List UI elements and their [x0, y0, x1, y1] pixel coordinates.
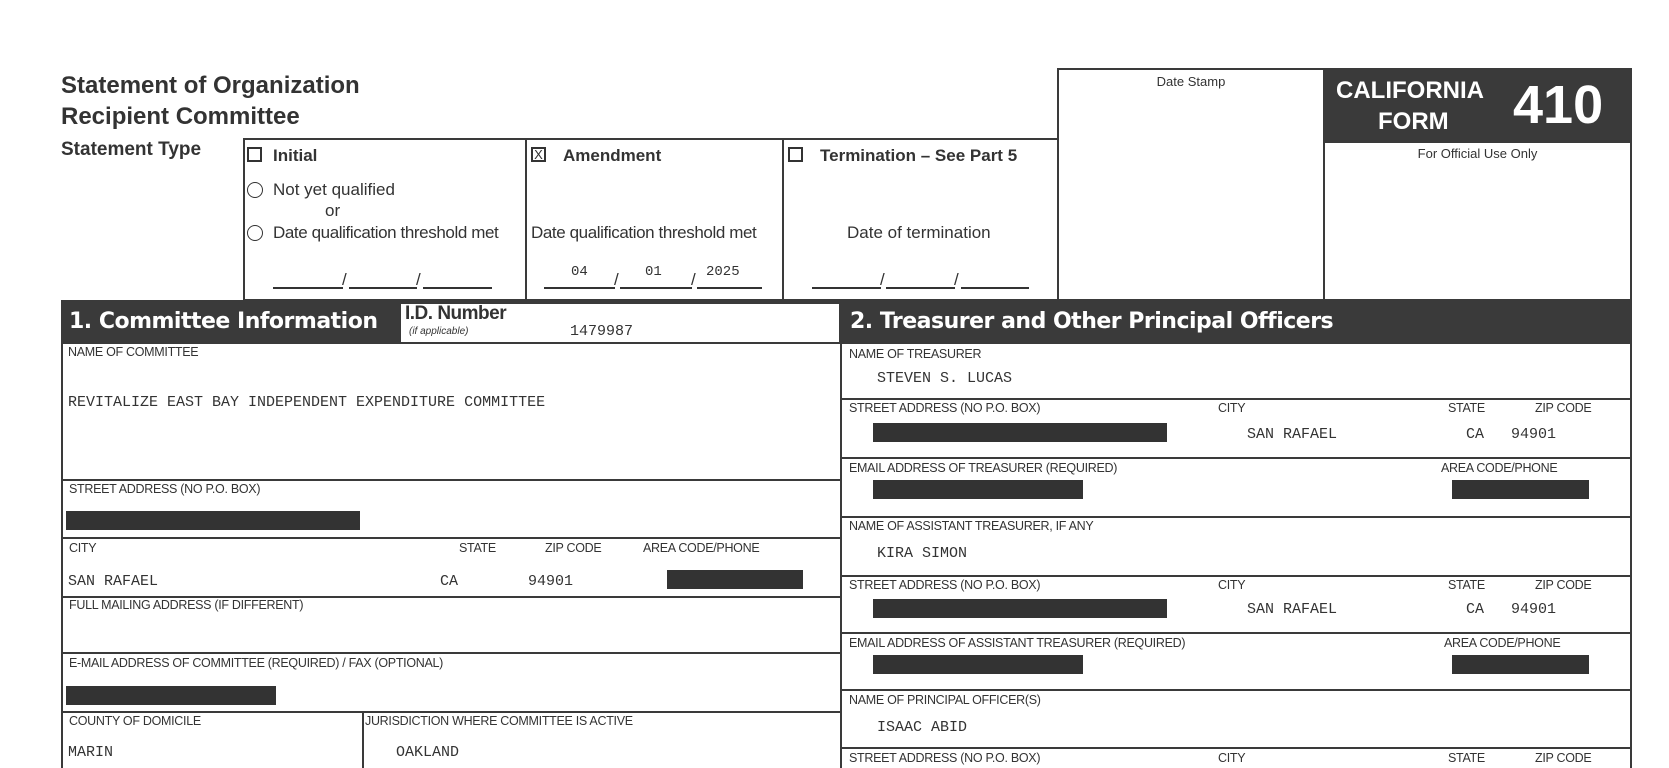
redacted-phone: [667, 570, 803, 589]
redacted-email: [873, 655, 1083, 674]
mailing-label: FULL MAILING ADDRESS (IF DIFFERENT): [69, 598, 304, 612]
initial-checkbox[interactable]: [247, 147, 262, 162]
treasurer-city[interactable]: SAN RAFAEL: [1247, 426, 1338, 443]
committee-name-value: REVITALIZE EAST BAY INDEPENDENT EXPENDITURE COMMITTEE: [68, 394, 546, 411]
or-label: or: [325, 201, 341, 220]
threshold-met-radio[interactable]: [247, 225, 263, 241]
assistant-treasurer-value: KIRA SIMON: [877, 545, 968, 562]
redacted-phone: [1452, 480, 1589, 499]
statement-type-label: Statement Type: [61, 139, 202, 160]
redacted-phone: [1452, 655, 1589, 674]
zip-label: ZIP CODE: [545, 541, 602, 555]
id-number-sublabel: (if applicable): [409, 326, 469, 337]
amendment-day-line: [620, 287, 692, 289]
redacted-street: [66, 511, 360, 530]
treasurer-zip[interactable]: 94901: [1511, 426, 1557, 443]
county-label: COUNTY OF DOMICILE: [69, 714, 201, 728]
amendment-year[interactable]: 2025: [706, 264, 740, 280]
treasurer-email-label: EMAIL ADDRESS OF TREASURER (REQUIRED): [849, 461, 1118, 475]
treasurer-label: NAME OF TREASURER: [849, 347, 982, 361]
treasurer-state[interactable]: CA: [1466, 426, 1485, 443]
date-slash: /: [342, 270, 347, 289]
assistant-state[interactable]: CA: [1466, 601, 1485, 618]
redacted-email: [66, 686, 276, 705]
state-value[interactable]: CA: [440, 573, 459, 590]
phone-label: AREA CODE/PHONE: [1444, 636, 1561, 650]
termination-label: Termination – See Part 5: [820, 146, 1018, 165]
assistant-city[interactable]: SAN RAFAEL: [1247, 601, 1338, 618]
redacted-street: [873, 599, 1167, 618]
termination-month-line[interactable]: [812, 287, 881, 289]
date-slash: /: [954, 270, 959, 289]
zip-label: ZIP CODE: [1535, 401, 1592, 415]
form-form: FORM: [1378, 108, 1449, 135]
phone-label: AREA CODE/PHONE: [1441, 461, 1558, 475]
city-value[interactable]: SAN RAFAEL: [68, 573, 159, 590]
committee-name-label: NAME OF COMMITTEE: [68, 345, 199, 359]
amendment-checkbox[interactable]: X: [531, 147, 546, 162]
id-number-value[interactable]: 1479987: [570, 323, 634, 340]
termination-day-line[interactable]: [886, 287, 955, 289]
date-stamp-label: Date Stamp: [1156, 74, 1226, 89]
city-label: CITY: [1218, 401, 1246, 415]
county-value: MARIN: [68, 744, 114, 761]
zip-label: ZIP CODE: [1535, 578, 1592, 592]
section2-title: 2. Treasurer and Other Principal Officers: [850, 309, 1334, 334]
section1-header: [61, 300, 401, 343]
phone-label: AREA CODE/PHONE: [643, 541, 760, 555]
redacted-street: [873, 423, 1167, 442]
state-label: STATE: [1448, 578, 1485, 592]
principal-officer-value: ISAAC ABID: [877, 719, 968, 736]
city-label: CITY: [1218, 751, 1246, 765]
assistant-email-label: EMAIL ADDRESS OF ASSISTANT TREASURER (REQUIRED): [849, 636, 1186, 650]
form-california: CALIFORNIA: [1336, 77, 1484, 104]
assistant-treasurer-label: NAME OF ASSISTANT TREASURER, IF ANY: [849, 519, 1094, 533]
form-subtitle: Recipient Committee: [61, 103, 300, 130]
redacted-email: [873, 480, 1083, 499]
zip-value[interactable]: 94901: [528, 573, 574, 590]
street-label: STREET ADDRESS (NO P.O. BOX): [69, 482, 261, 496]
amendment-month[interactable]: 04: [571, 264, 588, 280]
city-label: CITY: [69, 541, 97, 555]
amendment-year-line: [697, 287, 762, 289]
state-label: STATE: [459, 541, 496, 555]
street-label: STREET ADDRESS (NO P.O. BOX): [849, 751, 1041, 765]
committee-name-field[interactable]: [61, 342, 842, 481]
street-label: STREET ADDRESS (NO P.O. BOX): [849, 401, 1041, 415]
street-label: STREET ADDRESS (NO P.O. BOX): [849, 578, 1041, 592]
section2-header: [840, 300, 1632, 343]
official-use-label: For Official Use Only: [1417, 146, 1538, 161]
zip-label: ZIP CODE: [1535, 751, 1592, 765]
jurisdiction-label: JURISDICTION WHERE COMMITTEE IS ACTIVE: [365, 714, 633, 728]
email-label: E-MAIL ADDRESS OF COMMITTEE (REQUIRED) / FAX (OPTIONAL): [69, 656, 444, 670]
form-number-banner: [1323, 68, 1632, 143]
termination-date-label: Date of termination: [847, 223, 991, 242]
state-label: STATE: [1448, 401, 1485, 415]
not-yet-qualified-radio[interactable]: [247, 182, 263, 198]
jurisdiction-value: OAKLAND: [396, 744, 460, 761]
termination-year-line[interactable]: [961, 287, 1029, 289]
threshold-met-label: Date qualification threshold met: [273, 223, 499, 242]
amendment-month-line: [544, 287, 615, 289]
section1-title: 1. Committee Information: [69, 309, 378, 334]
principal-officer-label: NAME OF PRINCIPAL OFFICER(S): [849, 693, 1041, 707]
not-yet-qualified-label: Not yet qualified: [273, 180, 395, 199]
id-number-label: I.D. Number: [405, 303, 507, 324]
date-slash: /: [614, 270, 619, 289]
initial-month-line[interactable]: [273, 287, 343, 289]
initial-label: Initial: [273, 146, 318, 165]
treasurer-value: STEVEN S. LUCAS: [877, 370, 1013, 387]
initial-year-line[interactable]: [423, 287, 492, 289]
city-label: CITY: [1218, 578, 1246, 592]
termination-checkbox[interactable]: [788, 147, 803, 162]
date-slash: /: [416, 270, 421, 289]
state-label: STATE: [1448, 751, 1485, 765]
assistant-zip[interactable]: 94901: [1511, 601, 1557, 618]
date-stamp-box: [1057, 68, 1325, 301]
amendment-threshold-label: Date qualification threshold met: [531, 223, 757, 242]
form-number: 410: [1513, 75, 1604, 135]
amendment-day[interactable]: 01: [645, 264, 662, 280]
date-slash: /: [880, 270, 885, 289]
initial-day-line[interactable]: [349, 287, 417, 289]
form-title: Statement of Organization: [61, 72, 360, 99]
date-slash: /: [691, 270, 696, 289]
amendment-label: Amendment: [563, 146, 662, 165]
